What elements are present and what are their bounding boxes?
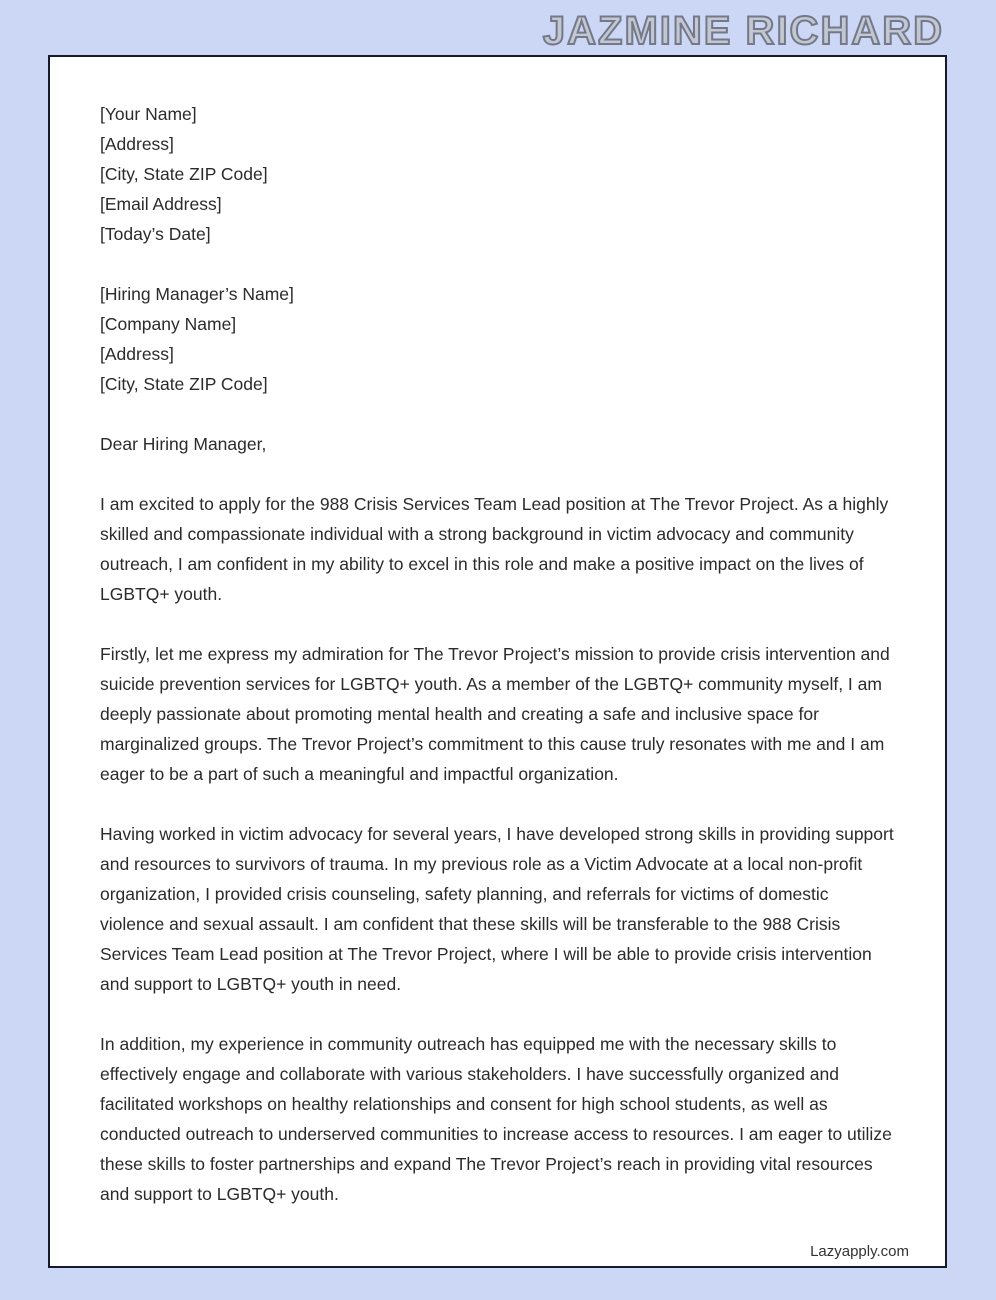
sender-name-line: [Your Name] xyxy=(100,104,197,124)
paragraph-intro: I am excited to apply for the 988 Crisis Services Team Lead position at The Trevor Project. As a highly skilled and compassionate individual with a strong background in victim advocacy and community outreach, I am confident in my ability to excel in this role and make a positive impact on the lives of LGBTQ+ youth. xyxy=(100,494,889,604)
brand-name-header: JAZMINE RICHARD xyxy=(542,9,944,53)
sender-address-line: [Address] xyxy=(100,134,174,154)
paragraph-experience: Having worked in victim advocacy for several years, I have developed strong skills in providing support and resources to survivors of trauma. In my previous role as a Victim Advocate at a local non-profit organization, I provided crisis counseling, safety planning, and referrals for victims of domestic violence and sexual assault. I am confident that these skills will be transferable to the 988 Crisis Services Team Lead position at The Trevor Project, where I will be able to provide crisis intervention and support to LGBTQ+ youth in need. xyxy=(100,824,894,994)
recipient-address-line: [Address] xyxy=(100,344,174,364)
sender-city-line: [City, State ZIP Code] xyxy=(100,164,268,184)
watermark-lazyapply: Lazyapply.com xyxy=(804,1243,909,1260)
recipient-city-line: [City, State ZIP Code] xyxy=(100,374,268,394)
paragraph-mission: Firstly, let me express my admiration for The Trevor Project’s mission to provide crisis intervention and suicide prevention services for LGBTQ+ youth. As a member of the LGBTQ+ community myself, I am deeply passionate about promoting mental health and creating a safe and inclusive space for marginalized groups. The Trevor Project’s commitment to this cause truly resonates with me and I am eager to be a part of such a meaningful and impactful organization. xyxy=(100,644,890,784)
sender-email-line: [Email Address] xyxy=(100,194,222,214)
sender-address-block xyxy=(100,99,895,249)
paragraph-outreach: In addition, my experience in community outreach has equipped me with the necessary skills to effectively engage and collaborate with various stakeholders. I have successfully organized and facilitated workshops on healthy relationships and consent for high school students, as well as conducted outreach to underserved communities to increase access to resources. I am eager to utilize these skills to foster partnerships and expand The Trevor Project’s reach in providing vital resources and support to LGBTQ+ youth. xyxy=(100,1034,892,1204)
date-line: [Today’s Date] xyxy=(100,224,211,244)
recipient-address-block xyxy=(100,279,895,399)
recipient-company-line: [Company Name] xyxy=(100,314,237,334)
salutation: Dear Hiring Manager, xyxy=(100,434,267,454)
letter-page xyxy=(48,55,947,1268)
recipient-name-line: [Hiring Manager’s Name] xyxy=(100,284,294,304)
letter-body xyxy=(50,57,945,1259)
